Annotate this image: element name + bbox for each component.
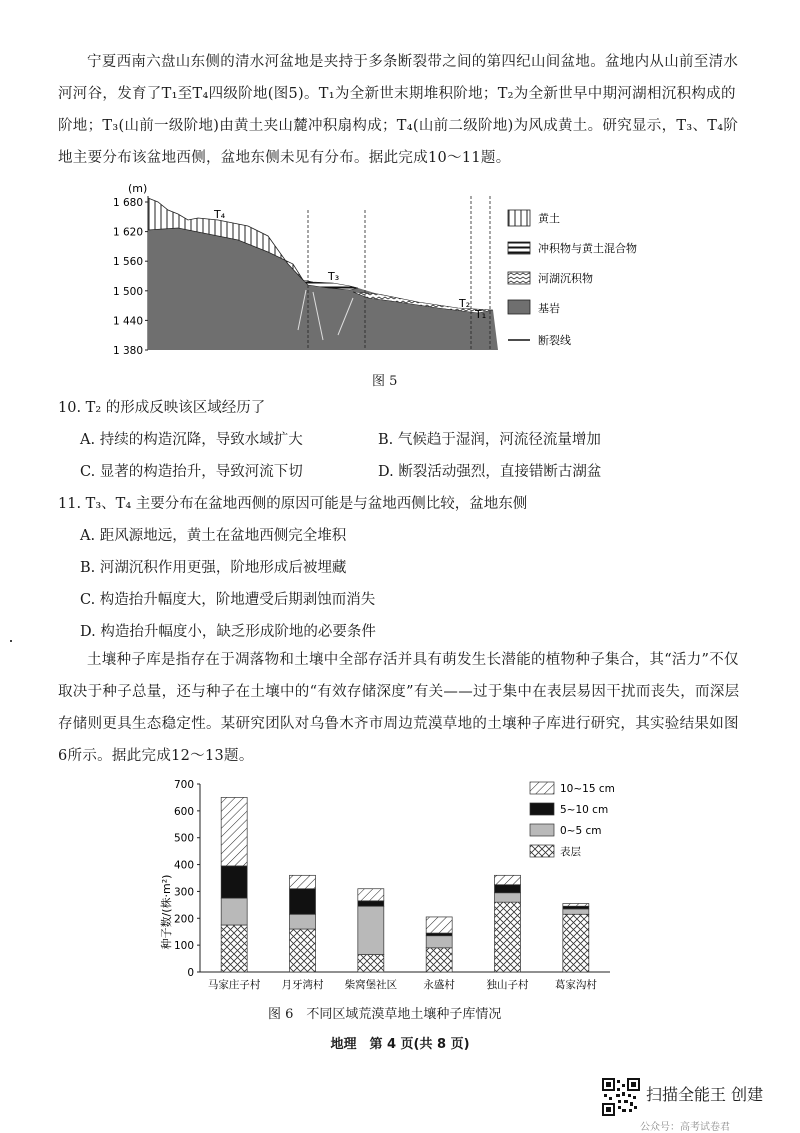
fig5-y-tick-label: 1 560 (112, 256, 143, 269)
bar-segment (358, 955, 384, 972)
q11-option-a: A. 距风源地远，黄土在盆地西侧完全堆积 (80, 528, 347, 544)
intro-paragraph-1: 宁夏西南六盘山东侧的清水河盆地是夹持于多条断裂带之间的第四纪山间盆地。盆地内从山前至清水河河谷，发育了T₁至T₄四级阶地(图5)。T₁为全新世末期堆积阶地；T₂为全新世早中期河湖相沉积构成的阶地；T₃(山前一级阶地)由黄土夹山麓冲积扇构成；T₄(山前二级阶地)为风成黄土。研究显示，T₃、T₄阶地主要分布该盆地西侧，盆地东侧未见有分布。据此完成10～11题。 (58, 54, 739, 166)
fig6-legend-label: 0~5 cm (560, 825, 602, 837)
fig5-legend-lake: 河湖沉积物 (538, 272, 593, 285)
fig6-y-tick-label: 500 (173, 832, 194, 845)
fig6-legend-swatch (530, 845, 554, 857)
fig6-y-tick-label: 100 (173, 940, 194, 953)
q10-option-c: C. 显著的构造抬升，导致河流下切 (80, 464, 303, 480)
fig6-category-label: 柴窝堡社区 (344, 979, 398, 991)
q11-option-b: B. 河湖沉积作用更强，阶地形成后被埋藏 (80, 560, 347, 576)
fig6-y-tick-label: 400 (173, 859, 194, 872)
qr-code-icon (602, 1078, 640, 1116)
q11-option-c: C. 构造抬升幅度大，阶地遭受后期剥蚀而消失 (80, 592, 376, 608)
bar-segment (358, 901, 384, 906)
bar-segment (563, 904, 589, 907)
bar-segment (221, 866, 247, 898)
bar-segment (358, 906, 384, 954)
bar-segment (495, 902, 521, 972)
fig6-category-label: 独山子村 (486, 979, 529, 991)
figure-5-caption: 图 5 (372, 374, 398, 389)
terrace-label-t1: T₁ (475, 308, 487, 321)
fig5-legend-fault: 断裂线 (538, 334, 571, 347)
fig6-category-label: 永盛村 (423, 979, 455, 991)
bar-segment (563, 914, 589, 972)
fig6-y-tick-label: 0 (187, 967, 194, 979)
bar-segment (290, 914, 316, 929)
bar-segment (221, 797, 247, 865)
bar-segment (495, 885, 521, 893)
fig6-legend-swatch (530, 782, 554, 794)
bar-segment (221, 898, 247, 925)
q11-stem: 11. T₃、T₄ 主要分布在盆地西侧的原因可能是与盆地西侧比较，盆地东侧 (58, 496, 528, 512)
fig6-y-tick-label: 700 (173, 779, 194, 791)
fig5-y-tick-label: 1 620 (112, 226, 143, 239)
fig5-unit: (m) (128, 182, 148, 195)
bar-segment (426, 933, 452, 936)
bar-segment (426, 936, 452, 948)
fig6-category-label: 葛家沟村 (554, 979, 597, 991)
page-footer: 地理 第 4 页(共 8 页) (330, 1037, 470, 1052)
fig6-y-tick-label: 600 (173, 805, 194, 818)
bar-segment (563, 906, 589, 909)
scanner-watermark (602, 1078, 792, 1133)
bar-segment (426, 917, 452, 933)
fig5-y-tick-label: 1 380 (112, 345, 143, 357)
fig5-y-tick-label: 1 440 (112, 315, 143, 328)
fig6-ylabel: 种子数/(株·m²) (160, 874, 173, 950)
fig6-legend-swatch (530, 803, 554, 815)
bar-segment (358, 889, 384, 901)
terrace-label-t4: T₄ (214, 208, 226, 221)
bar-segment (221, 925, 247, 972)
fig6-category-label: 马家庄子村 (207, 979, 261, 991)
bar-segment (563, 909, 589, 914)
bar-segment (290, 875, 316, 888)
fig6-legend-label: 表层 (560, 846, 581, 858)
bar-segment (495, 893, 521, 902)
figure-6-caption: 图 6 不同区域荒漠草地土壤种子库情况 (268, 1007, 502, 1022)
q10-option-a: A. 持续的构造沉降，导致水域扩大 (80, 432, 303, 448)
fig6-category-label: 月牙湾村 (281, 979, 324, 991)
bar-segment (426, 948, 452, 972)
intro-paragraph-2: 土壤种子库是指存在于凋落物和土壤中全部存活并具有萌发生长潜能的植物种子集合，其“活力”不仅取决于种子总量，还与种子在土壤中的“有效存储深度”有关——过于集中在表层易因干扰而丧失，而深层存储则更具生态稳定性。某研究团队对乌鲁木齐市周边荒漠草地的土壤种子库进行研究，其实验结果如图6所示。据此完成12～13题。 (58, 652, 740, 764)
figure-5-cross-section (112, 180, 637, 360)
bar-segment (495, 875, 521, 884)
fig5-y-tick-label: 1 500 (112, 285, 143, 298)
fig5-legend-mix: 冲积物与黄土混合物 (538, 242, 637, 255)
fig5-legend-loess: 黄土 (538, 212, 560, 225)
q11-option-d: D. 构造抬升幅度小，缺乏形成阶地的必要条件 (80, 624, 376, 640)
fig5-legend-bedrock: 基岩 (538, 302, 560, 315)
q10-stem: 10. T₂ 的形成反映该区域经历了 (58, 400, 266, 416)
scan-speck (10, 640, 12, 642)
fig6-legend-swatch (530, 824, 554, 836)
bar-segment (290, 889, 316, 915)
terrace-label-t3: T₃ (328, 270, 340, 283)
fig5-y-tick-label: 1 680 (112, 197, 143, 209)
q10-option-d: D. 断裂活动强烈，直接错断古湖盆 (378, 464, 602, 480)
fig6-y-tick-label: 200 (173, 913, 194, 926)
scanner-watermark-text: 扫描全能王 创建 (646, 1085, 764, 1104)
bar-segment (290, 929, 316, 972)
fig6-legend-label: 10~15 cm (560, 783, 615, 795)
fig6-y-tick-label: 300 (173, 886, 194, 899)
terrace-label-t2: T₂ (459, 297, 471, 310)
q10-option-b: B. 气候趋于湿润，河流径流量增加 (378, 432, 601, 448)
fig6-legend-label: 5~10 cm (560, 804, 609, 816)
figure-6-bar-chart (150, 772, 620, 1002)
scanner-watermark-sub: 公众号：高考试卷君 (640, 1122, 730, 1133)
